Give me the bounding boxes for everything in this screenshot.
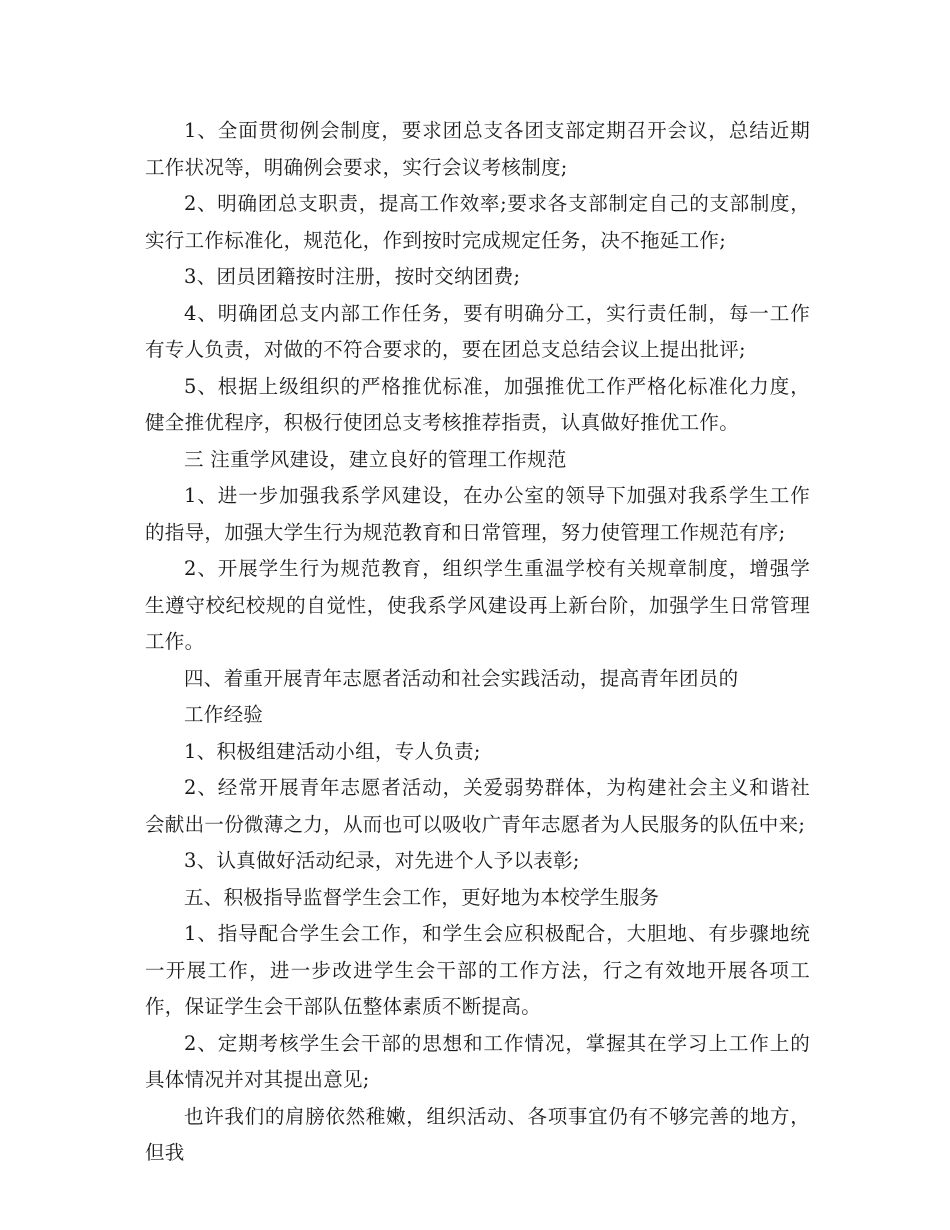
paragraph-9: 2、经常开展青年志愿者活动，关爱弱势群体，为构建社会主义和谐社会献出一份微薄之力，从而也可以吸收广青年志愿者为人民服务的队伍中来; [145, 776, 810, 836]
paragraph-11: 1、指导配合学生会工作，和学生会应积极配合，大胆地、有步骤地统一开展工作，进一步改进学生会干部的工作方法，行之有效地开展各项工作，保证学生会干部队伍整体素质不断提高。 [145, 922, 810, 1018]
paragraph-4: 4、明确团总支内部工作任务，要有明确分工，实行责任制，每一工作有专人负责，对做的不符合要求的，要在团总支总结会议上提出批评; [145, 301, 810, 361]
section-heading-4: 四、着重开展青年志愿者活动和社会实践活动，提高青年团员的 [184, 666, 739, 690]
paragraph-10: 3、认真做好活动纪录，对先进个人予以表彰; [184, 849, 580, 872]
paragraph-8: 1、积极组建活动小组，专人负责; [184, 739, 481, 763]
section-heading-3: 三 注重学风建设，建立良好的管理工作规范 [184, 447, 567, 471]
paragraph-7: 2、开展学生行为规范教育，组织学生重温学校有关规章制度，增强学生遵守校纪校规的自觉性，使我系学风建设再上新台阶，加强学生日常管理工作。 [145, 557, 810, 653]
paragraph-2: 2、明确团总支职责，提高工作效率;要求各支部制定自己的支部制度，实行工作标准化，规范化，作到按时完成规定任务，决不拖延工作; [145, 192, 810, 252]
section-heading-4-continued: 工作经验 [184, 703, 264, 726]
paragraph-3: 3、团员团籍按时注册，按时交纳团费; [184, 265, 521, 288]
paragraph-5: 5、根据上级组织的严格推优标准，加强推优工作严格化标准化力度，健全推优程序，积极行使团总支考核推荐指责，认真做好推优工作。 [145, 374, 810, 434]
paragraph-13: 也许我们的肩膀依然稚嫩，组织活动、各项事宜仍有不够完善的地方，但我 [145, 1104, 810, 1164]
document-body [145, 113, 810, 1172]
paragraph-12: 2、定期考核学生会干部的思想和工作情况，掌握其在学习上工作上的具体情况并对其提出意见; [145, 1031, 810, 1091]
section-heading-5: 五、积极指导监督学生会工作，更好地为本校学生服务 [184, 885, 660, 909]
paragraph-1: 1、全面贯彻例会制度，要求团总支各团支部定期召开会议，总结近期工作状况等，明确例会要求，实行会议考核制度; [145, 119, 810, 179]
paragraph-6: 1、进一步加强我系学风建设，在办公室的领导下加强对我系学生工作的指导，加强大学生行为规范教育和日常管理，努力使管理工作规范有序; [145, 484, 810, 544]
